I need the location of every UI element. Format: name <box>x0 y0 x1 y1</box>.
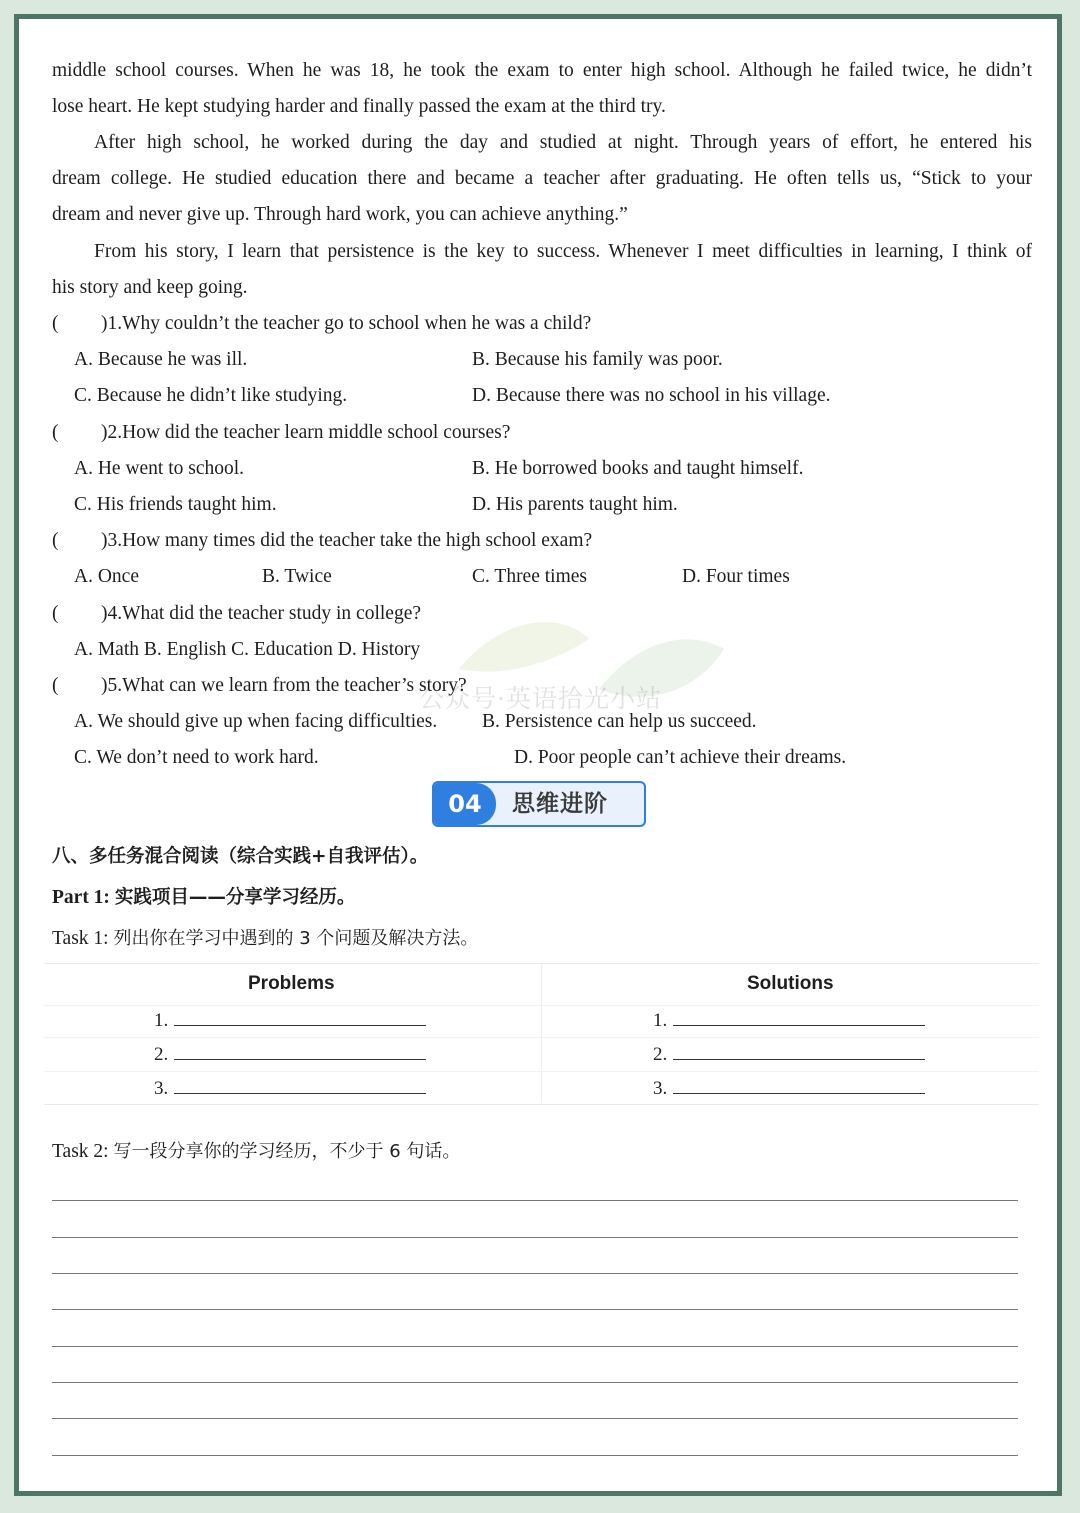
answer-bracket[interactable]: ( <box>52 530 59 551</box>
writing-line[interactable] <box>52 1382 1018 1383</box>
problem-row <box>154 1074 426 1104</box>
solution-row <box>653 1040 925 1070</box>
task2-instruction <box>52 1134 460 1170</box>
section-badge <box>432 781 646 827</box>
option[interactable]: A. He went to school. <box>74 458 245 479</box>
passage-line: After high school, he worked during the day and studied at night. Through years of effort, he entered his <box>94 132 1032 153</box>
table-rule <box>44 1071 1039 1072</box>
option[interactable]: D. Because there was no school in his village. <box>472 385 831 406</box>
passage-line: his story and keep going. <box>52 277 248 298</box>
writing-line[interactable] <box>52 1200 1018 1201</box>
badge-title: 思维进阶 <box>512 791 608 817</box>
passage-line: dream and never give up. Through hard work, you can achieve anything.” <box>52 204 628 225</box>
worksheet-page <box>14 14 1062 1496</box>
row-number: 2. <box>154 1044 169 1065</box>
problem-blank[interactable] <box>174 1007 426 1026</box>
passage-line: dream college. He studied education there and became a teacher after graduating. He often tells us, “Stick to your <box>52 168 1032 189</box>
question-1: )1.Why couldn’t the teacher go to school when he was a child? <box>101 313 592 334</box>
solution-blank[interactable] <box>673 1075 925 1094</box>
row-number: 2. <box>653 1044 668 1065</box>
part1-heading <box>52 880 355 916</box>
watermark-text: 公众号·英语拾光小站 <box>419 684 662 713</box>
question-5: )5.What can we learn from the teacher’s story? <box>101 675 467 696</box>
task1-text: 列出你在学习中遇到的 3 个问题及解决方法。 <box>113 928 479 949</box>
table-divider <box>541 963 542 1103</box>
table-rule <box>44 1037 1039 1038</box>
passage-line: middle school courses. When he was 18, he took the exam to enter high school. Although he failed twice, he didn’t <box>52 60 1032 81</box>
row-number: 1. <box>653 1010 668 1031</box>
question-2: )2.How did the teacher learn middle school courses? <box>101 422 511 443</box>
option[interactable]: A. Math B. English C. Education D. History <box>74 639 421 660</box>
solutions-header: Solutions <box>747 973 834 994</box>
part1-title: 实践项目——分享学习经历。 <box>114 887 356 908</box>
solution-row <box>653 1074 925 1104</box>
option[interactable]: B. Because his family was poor. <box>472 349 723 370</box>
passage-line: From his story, I learn that persistence is the key to success. Whenever I meet difficulties in learning, I think of <box>94 241 1032 262</box>
option[interactable]: C. We don’t need to work hard. <box>74 747 319 768</box>
question-4: )4.What did the teacher study in college? <box>101 603 421 624</box>
answer-bracket[interactable]: ( <box>52 675 59 696</box>
answer-bracket[interactable]: ( <box>52 603 59 624</box>
row-number: 3. <box>653 1078 668 1099</box>
option[interactable]: A. Once <box>74 566 139 587</box>
option[interactable]: A. We should give up when facing difficulties. <box>74 711 438 732</box>
problem-row <box>154 1040 426 1070</box>
solution-blank[interactable] <box>673 1007 925 1026</box>
task1-instruction <box>52 921 478 957</box>
option[interactable]: A. Because he was ill. <box>74 349 248 370</box>
option[interactable]: B. Persistence can help us succeed. <box>482 711 757 732</box>
writing-line[interactable] <box>52 1309 1018 1310</box>
task1-prefix: Task 1: <box>52 928 114 949</box>
passage-line: lose heart. He kept studying harder and finally passed the exam at the third try. <box>52 96 666 117</box>
task2-prefix: Task 2: <box>52 1141 114 1162</box>
section-heading: 八、多任务混合阅读（综合实践+自我评估）。 <box>52 846 429 867</box>
answer-bracket[interactable]: ( <box>52 313 59 334</box>
task2-text: 写一段分享你的学习经历，不少于 6 句话。 <box>113 1141 461 1162</box>
option[interactable]: B. He borrowed books and taught himself. <box>472 458 804 479</box>
solution-row <box>653 1006 925 1036</box>
badge-number: 04 <box>434 783 496 825</box>
answer-bracket[interactable]: ( <box>52 422 59 443</box>
writing-line[interactable] <box>52 1455 1018 1456</box>
writing-line[interactable] <box>52 1237 1018 1238</box>
option[interactable]: C. Three times <box>472 566 587 587</box>
row-number: 1. <box>154 1010 169 1031</box>
writing-line[interactable] <box>52 1273 1018 1274</box>
row-number: 3. <box>154 1078 169 1099</box>
option[interactable]: C. Because he didn’t like studying. <box>74 385 348 406</box>
writing-line[interactable] <box>52 1418 1018 1419</box>
problems-solutions-table <box>44 963 1039 1103</box>
writing-line[interactable] <box>52 1346 1018 1347</box>
question-3: )3.How many times did the teacher take the high school exam? <box>101 530 593 551</box>
part1-prefix: Part 1: <box>52 887 115 908</box>
option[interactable]: C. His friends taught him. <box>74 494 277 515</box>
problem-blank[interactable] <box>174 1075 426 1094</box>
option[interactable]: D. Poor people can’t achieve their dreams. <box>514 747 847 768</box>
problem-blank[interactable] <box>174 1041 426 1060</box>
option[interactable]: D. His parents taught him. <box>472 494 678 515</box>
problems-header: Problems <box>248 973 335 994</box>
option[interactable]: D. Four times <box>682 566 790 587</box>
option[interactable]: B. Twice <box>262 566 332 587</box>
solution-blank[interactable] <box>673 1041 925 1060</box>
problem-row <box>154 1006 426 1036</box>
